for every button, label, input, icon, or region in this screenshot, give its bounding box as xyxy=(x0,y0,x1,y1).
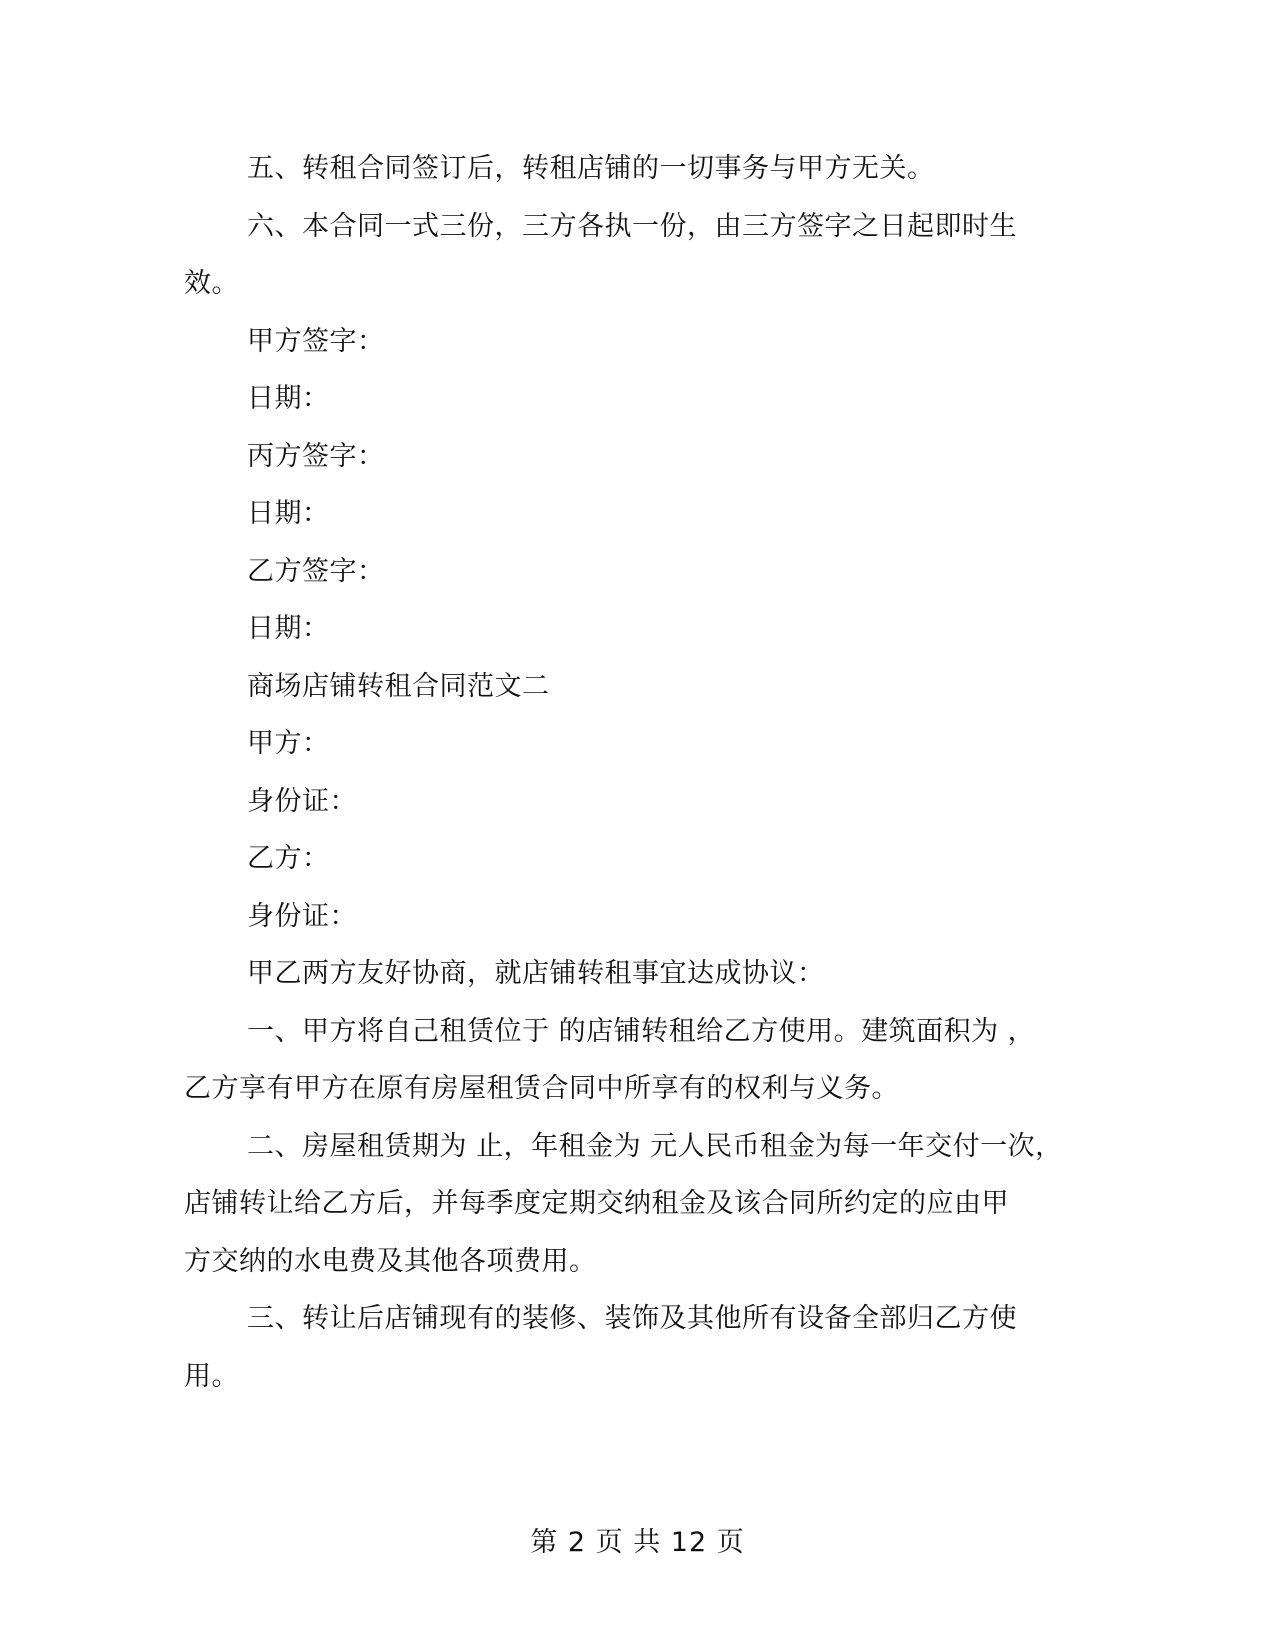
text-line: 用。 xyxy=(184,1360,239,1392)
text-line: 甲乙两方友好协商，就店铺转租事宜达成协议： xyxy=(247,958,825,989)
page-number-footer: 第 2 页 共 12 页 xyxy=(530,1527,745,1558)
text-line: 日期： xyxy=(247,613,330,644)
text-line: 日期： xyxy=(247,383,330,414)
text-line: 六、本合同一式三份，三方各执一份，由三方签字之日起即时生 xyxy=(247,210,1017,242)
document-body xyxy=(184,140,1104,1405)
text-line: 三、转让后店铺现有的装修、装饰及其他所有设备全部归乙方使 xyxy=(247,1303,1017,1334)
text-line: 乙方： xyxy=(247,843,330,874)
text-line: 乙方签字： xyxy=(247,555,385,587)
text-line: 甲方： xyxy=(247,728,330,759)
text-line: 二、房屋租赁期为 止，年租金为 元人民币租金为每一年交付一次， xyxy=(247,1130,1063,1162)
text-line: 效。 xyxy=(184,268,239,299)
text-line: 方交纳的水电费及其他各项费用。 xyxy=(184,1245,597,1277)
text-line: 身份证： xyxy=(247,785,357,817)
text-line: 五、转租合同签订后，转租店铺的一切事务与甲方无关。 xyxy=(247,153,935,184)
text-line: 身份证： xyxy=(247,900,357,932)
text-line: 日期： xyxy=(247,498,330,529)
text-line: 乙方享有甲方在原有房屋租赁合同中所享有的权利与义务。 xyxy=(184,1073,899,1104)
text-line: 甲方签字： xyxy=(247,325,385,357)
text-line: 店铺转让给乙方后，并每季度定期交纳租金及该合同所约定的应由甲 xyxy=(184,1188,1009,1219)
section-heading: 商场店铺转租合同范文二 xyxy=(247,670,550,702)
text-line: 丙方签字： xyxy=(247,440,385,472)
text-line: 一、甲方将自己租赁位于 的店铺转租给乙方使用。建筑面积为 ， xyxy=(247,1015,1036,1047)
